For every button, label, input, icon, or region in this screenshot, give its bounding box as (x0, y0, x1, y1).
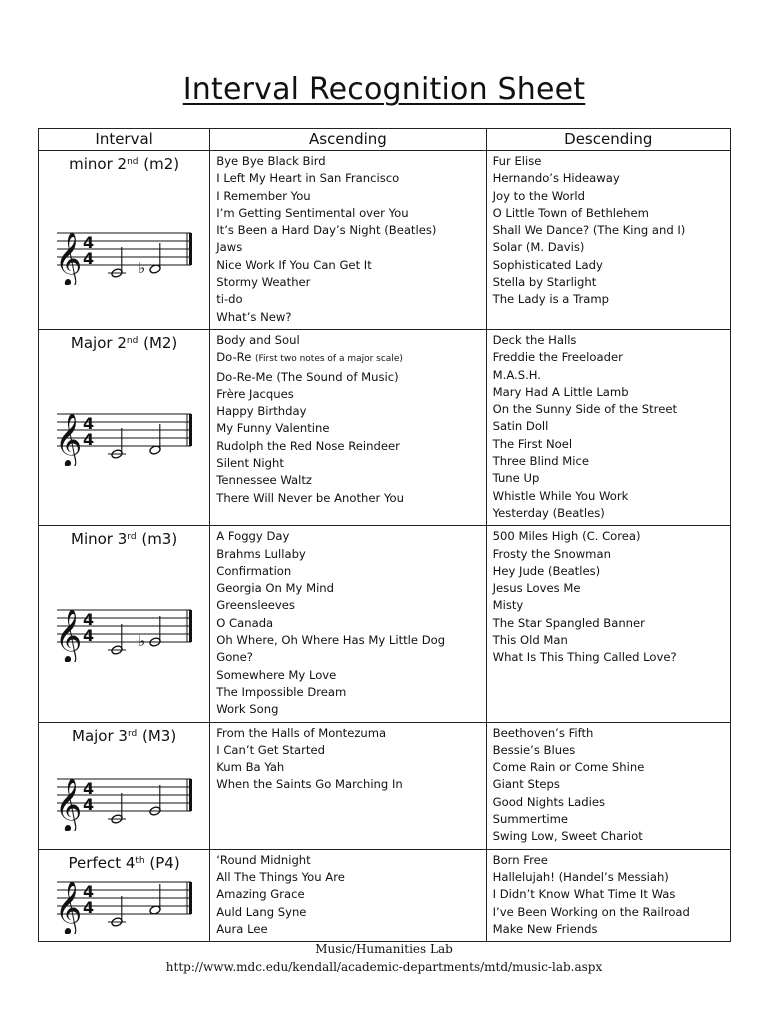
song-item: The First Noel (492, 436, 573, 451)
song-item: From the Halls of Montezuma (216, 725, 387, 740)
song-item: Do-Re (First two notes of a major scale) (216, 350, 403, 365)
music-staff (49, 769, 199, 831)
song-item: Hernando’s Hideaway (492, 171, 620, 186)
song-item: What’s New? (216, 309, 292, 324)
music-staff (49, 872, 199, 934)
song-item: Make New Friends (492, 921, 598, 936)
treble-clef-icon: 𝄞 (55, 776, 83, 831)
song-item: Satin Doll (492, 419, 549, 434)
time-signature-top: 4 (83, 610, 95, 630)
ascending-cell (210, 722, 486, 849)
song-item: Georgia On My Mind (216, 581, 335, 596)
song-item: Rudolph the Red Nose Reindeer (216, 438, 400, 453)
flat-icon: ♭ (138, 259, 146, 277)
ascending-song-list (210, 151, 485, 329)
song-item: Sophisticated Lady (492, 257, 603, 272)
song-item: Confirmation (216, 563, 292, 578)
song-item: I Didn’t Know What Time It Was (492, 887, 676, 902)
interval-table (38, 128, 731, 942)
descending-cell (486, 330, 730, 526)
song-item: Somewhere My Love (216, 667, 337, 682)
time-signature-bottom: 4 (83, 897, 95, 917)
header-ascending: Ascending (210, 129, 486, 151)
ascending-cell (210, 526, 486, 722)
interval-name: minor 2nd (m2) (69, 155, 180, 173)
table-row (39, 849, 731, 941)
interval-name: Major 3rd (M3) (72, 726, 177, 745)
time-signature-top: 4 (83, 881, 95, 901)
table-row (39, 151, 731, 330)
song-item: Whistle While You Work (492, 488, 629, 503)
time-signature-bottom: 4 (83, 794, 95, 814)
song-item: A Foggy Day (216, 529, 290, 544)
footer-url: http://www.mdc.edu/kendall/academic-departments/mtd/music-lab.aspx (165, 960, 603, 974)
music-staff (49, 404, 199, 466)
song-item: What Is This Thing Called Love? (492, 650, 677, 665)
song-item: Freddie the Freeloader (492, 350, 623, 365)
table-row (39, 330, 731, 526)
song-item: Giant Steps (492, 777, 560, 792)
song-item: Stella by Starlight (492, 275, 597, 290)
song-item: Silent Night (216, 456, 284, 471)
song-item: Yesterday (Beatles) (492, 505, 605, 520)
time-signature-bottom: 4 (83, 249, 95, 268)
song-item: On the Sunny Side of the Street (492, 402, 678, 417)
song-item: Greensleeves (216, 598, 295, 613)
song-item: Come Rain or Come Shine (492, 760, 645, 775)
ascending-cell (210, 849, 486, 941)
descending-cell (486, 151, 730, 330)
song-item: Misty (492, 598, 524, 613)
song-item: All The Things You Are (216, 869, 345, 884)
song-item: The Star Spangled Banner (492, 615, 645, 630)
song-item: O Little Town of Bethlehem (492, 205, 649, 220)
song-item: Frosty the Snowman (492, 546, 611, 561)
treble-clef-icon: 𝄞 (55, 608, 83, 663)
ascending-song-list (210, 723, 485, 797)
ascending-cell (210, 151, 486, 330)
descending-song-list (487, 723, 730, 849)
song-item: ti-do (216, 292, 243, 307)
song-item: Bessie’s Blues (492, 742, 576, 757)
song-item: 500 Miles High (C. Corea) (492, 529, 641, 544)
song-item: Fur Elise (492, 154, 542, 168)
treble-clef-icon: 𝄞 (55, 412, 83, 466)
song-item: Bye Bye Black Bird (216, 154, 326, 168)
song-item: ‘Round Midnight (216, 852, 311, 867)
song-item: The Impossible Dream (216, 684, 347, 699)
song-item: There Will Never be Another You (216, 490, 404, 505)
interval-name: Minor 3rd (m3) (71, 530, 178, 549)
music-staff (49, 600, 199, 662)
song-item: Born Free (492, 852, 548, 867)
song-note: (First two notes of a major scale) (255, 354, 403, 365)
song-item: Aura Lee (216, 921, 268, 936)
song-item: Hey Jude (Beatles) (492, 563, 601, 578)
song-item: When the Saints Go Marching In (216, 777, 403, 792)
header-interval: Interval (39, 129, 210, 151)
song-item: Swing Low, Sweet Chariot (492, 829, 643, 844)
time-signature-bottom: 4 (83, 430, 95, 449)
song-item: Shall We Dance? (The King and I) (492, 223, 686, 238)
time-signature-top: 4 (83, 414, 95, 433)
song-item: Frère Jacques (216, 386, 294, 401)
song-item: Amazing Grace (216, 887, 305, 902)
descending-song-list (487, 526, 730, 669)
song-item: Happy Birthday (216, 404, 307, 419)
song-item: Oh Where, Oh Where Has My Little Dog (216, 633, 446, 648)
footer (0, 940, 768, 976)
page-title: Interval Recognition Sheet (182, 72, 586, 107)
song-item: I’ve Been Working on the Railroad (492, 904, 690, 919)
song-item: Work Song (216, 702, 279, 717)
ascending-song-list (210, 330, 485, 510)
song-item: Kum Ba Yah (216, 760, 285, 775)
descending-cell (486, 849, 730, 941)
descending-song-list (487, 850, 730, 941)
table-row (39, 722, 731, 849)
interval-cell (39, 330, 210, 526)
song-item: Hallelujah! (Handel’s Messiah) (492, 869, 669, 884)
footer-lab-name: Music/Humanities Lab (315, 942, 453, 956)
time-signature-top: 4 (83, 778, 95, 798)
treble-clef-icon: 𝄞 (55, 879, 83, 934)
time-signature-top: 4 (83, 233, 95, 252)
song-item: I’m Getting Sentimental over You (216, 205, 409, 220)
ascending-song-list (210, 850, 485, 941)
song-item: The Lady is a Tramp (492, 292, 609, 307)
song-item: Do-Re-Me (The Sound of Music) (216, 369, 399, 384)
song-item: This Old Man (492, 633, 568, 648)
song-item: It’s Been a Hard Day’s Night (Beatles) (216, 223, 437, 238)
descending-song-list (487, 330, 730, 525)
song-item: I Remember You (216, 188, 311, 203)
interval-name: Perfect 4th (P4) (68, 853, 180, 872)
descending-cell (486, 526, 730, 722)
song-item: Body and Soul (216, 333, 300, 347)
descending-cell (486, 722, 730, 849)
song-item: Joy to the World (492, 188, 585, 203)
song-item: Summertime (492, 812, 569, 827)
song-item: Tennessee Waltz (216, 473, 313, 488)
interval-cell (39, 849, 210, 941)
song-item: Beethoven’s Fifth (492, 725, 594, 740)
table-row (39, 526, 731, 722)
interval-cell (39, 722, 210, 849)
interval-name: Major 2nd (M2) (70, 334, 178, 352)
song-item: I Left My Heart in San Francisco (216, 171, 400, 186)
song-item: Jaws (216, 240, 243, 255)
header-descending: Descending (486, 129, 730, 151)
song-item: My Funny Valentine (216, 421, 330, 436)
song-item: M.A.S.H. (492, 367, 541, 382)
music-staff (49, 223, 199, 285)
song-item: Gone? (216, 650, 253, 665)
ascending-song-list (210, 526, 485, 721)
interval-cell (39, 151, 210, 330)
song-item: I Can’t Get Started (216, 742, 325, 757)
flat-icon: ♭ (138, 632, 146, 651)
song-item: O Canada (216, 615, 274, 630)
song-item: Stormy Weather (216, 275, 311, 290)
song-item: Good Nights Ladies (492, 794, 606, 809)
ascending-cell (210, 330, 486, 526)
time-signature-bottom: 4 (83, 626, 95, 646)
song-item: Mary Had A Little Lamb (492, 384, 629, 399)
song-item: Three Blind Mice (492, 454, 590, 469)
descending-song-list (487, 151, 730, 312)
song-item: Solar (M. Davis) (492, 240, 585, 255)
song-item: Brahms Lullaby (216, 546, 306, 561)
song-item: Auld Lang Syne (216, 904, 307, 919)
song-item: Jesus Loves Me (492, 581, 581, 596)
interval-cell (39, 526, 210, 722)
treble-clef-icon: 𝄞 (55, 231, 83, 285)
song-item: Deck the Halls (492, 333, 577, 347)
song-item: Nice Work If You Can Get It (216, 257, 372, 272)
song-item: Tune Up (492, 471, 540, 486)
table-header-row (39, 129, 731, 151)
